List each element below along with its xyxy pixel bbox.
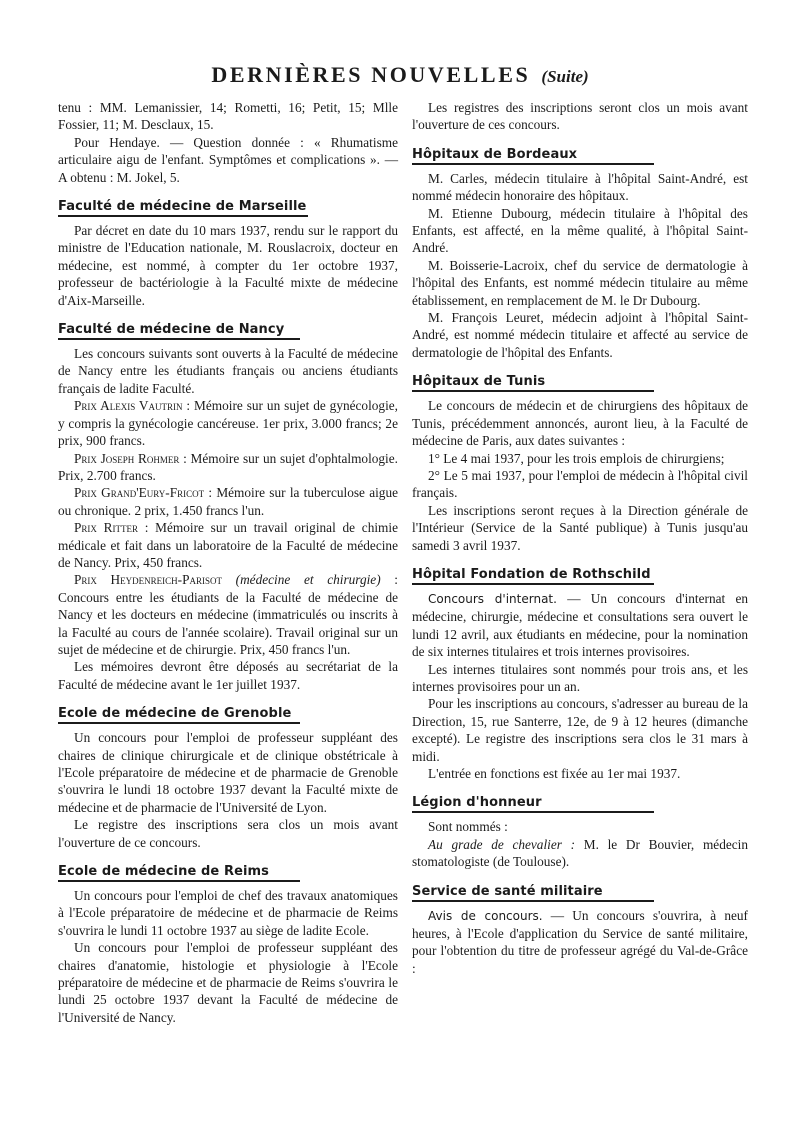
prize-name: Prix Ritter — [74, 520, 138, 536]
article-paragraph — [58, 450, 398, 485]
article-paragraph: M. Carles, médecin titulaire à l'hôpital Saint-André, est nommé médecin honoraire des hôpitaux. — [412, 170, 748, 204]
article-paragraph: 2° Le 5 mai 1937, pour l'emploi de médecin à l'hôpital civil français. — [412, 467, 748, 501]
intro-paragraph: Les registres des inscriptions seront clos un mois avant l'ouverture de ces concours. — [412, 100, 748, 133]
prize-name: Prix Alexis Vautrin — [74, 398, 183, 414]
article-paragraph — [412, 590, 748, 661]
article-paragraph — [58, 397, 398, 449]
article-paragraph — [412, 907, 748, 978]
section-heading-tunis: Hôpitaux de Tunis — [412, 374, 654, 392]
article-paragraph: Par décret en date du 10 mars 1937, rendu sur le rapport du ministre de l'Education nationale, M. Rouslacroix, docteur en médecine, est nommé, à compter du 1er octobre 1937, professeur de bactériologie à la Faculté mixte de médecine d'Aix-Marseille. — [58, 223, 398, 308]
article-paragraph: Le registre des inscriptions sera clos un mois avant l'ouverture de ce concours. — [58, 817, 398, 850]
article-paragraph: Les internes titulaires sont nommés pour trois ans, et les internes provisoires pour un an. — [412, 661, 748, 694]
article-paragraph: M. François Leuret, médecin adjoint à l'hôpital Saint-André, est nommé médecin titulaire et affecté au service de dermatologie de l'hôpital des Enfants. — [412, 310, 748, 360]
article-paragraph — [58, 484, 398, 519]
page-title-suite: (Suite) — [541, 67, 589, 86]
article-paragraph — [412, 836, 748, 871]
section-heading-marseille: Faculté de médecine de Marseille — [58, 199, 308, 217]
prize-text: : Mémoire sur un sujet d'ophtalmologie. Prix, 2.700 francs. — [58, 450, 398, 483]
section-heading-reims: Ecole de médecine de Reims — [58, 864, 300, 882]
article-paragraph: M. Boisserie-Lacroix, chef du service de dermatologie à l'hôpital des Enfants, est nommé médecin titulaire au même établissement, en remplacement de M. le Dr Dubourg. — [412, 257, 748, 308]
paragraph-text: — Un concours d'internat en médecine, chirurgie, médecine et consultations sera ouvert le lundi 12 avril, aux étudiants en médecine, pour la nomination de six internes titulaires et trois internes provisoires. — [412, 590, 749, 660]
right-column — [412, 99, 748, 977]
section-heading-legion: Légion d'honneur — [412, 795, 654, 813]
prize-text: : Concours entre les étudiants de la Faculté de médecine de Nancy et les docteurs en médecine (immatriculés ou inscrits à la Faculté au cours de l'année scolaire). Travail original sur un sujet de médecine et de chirurgie. Prix, 450 francs l'un. — [58, 572, 398, 657]
article-paragraph: Un concours pour l'emploi de professeur suppléant des chaires de clinique chirurgicale et de clinique obstétricale à l'Ecole préparatoire de médecine et de pharmacie de Grenoble s'ouvrira le lundi 18 octobre 1937 devant la Faculté mixte de médecine et de pharmacie de l'Université de Lyon. — [58, 730, 398, 815]
article-paragraph: Les inscriptions seront reçues à la Direction générale de l'Intérieur (Service de la Santé publique) à Tunis jusqu'au samedi 3 avril 1937. — [412, 502, 748, 553]
section-heading-grenoble: Ecole de médecine de Grenoble — [58, 706, 300, 724]
article-paragraph — [58, 519, 398, 571]
intro-paragraph: tenu : MM. Lemanissier, 14; Rometti, 16; Petit, 15; Mlle Fossier, 11; M. Desclaux, 15. — [58, 100, 398, 133]
intro-paragraph: Pour Hendaye. — Question donnée : « Rhumatisme articulaire aigu de l'enfant. Symptômes et complications ». — A obtenu : M. Jokel, 5. — [58, 134, 398, 185]
article-paragraph: Les mémoires devront être déposés au secrétariat de la Faculté de médecine avant le 1er juillet 1937. — [58, 659, 398, 692]
section-heading-rothschild: Hôpital Fondation de Rothschild — [412, 567, 654, 585]
article-paragraph: Le concours de médecin et de chirurgiens des hôpitaux de Tunis, précédemment annoncés, auront lieu, à la Faculté de médecine de Paris, aux dates suivantes : — [412, 398, 748, 449]
prize-subject: (médecine et chirurgie) — [221, 572, 381, 588]
left-column — [58, 99, 398, 1026]
prize-name: Prix Grand'Eury-Fricot — [74, 485, 205, 501]
paragraph-lead: Avis de concours. — [428, 908, 543, 923]
prize-text: : Mémoire sur un sujet de gynécologie, y compris la gynécologie cancéreuse. 1er prix, 3.000 francs; 2e prix, 900 francs. — [58, 398, 398, 449]
article-paragraph: Sont nommés : — [428, 819, 508, 835]
prize-name: Prix Joseph Rohmer — [74, 450, 180, 466]
article-paragraph: 1° Le 4 mai 1937, pour les trois emplois de chirurgiens; — [428, 450, 725, 466]
article-paragraph: M. Etienne Dubourg, médecin titulaire à l'hôpital des Enfants, est affecté, en la même qualité, à l'hôpital Saint-André. — [412, 205, 748, 256]
prize-text: : Mémoire sur la tuberculose aigue ou chronique. 2 prix, 1.450 francs l'un. — [58, 485, 399, 518]
article-paragraph — [58, 571, 398, 658]
grade-label: Au grade de chevalier : — [428, 836, 576, 852]
article-paragraph: Pour les inscriptions au concours, s'adresser au bureau de la Direction, 15, rue Santerre, 12e, de 9 à 12 heures (dimanche excepté). Le registre des inscriptions sera clos le 31 mars à midi. — [412, 696, 748, 764]
paragraph-text: M. le Dr Bouvier, médecin stomatologiste (de Toulouse). — [412, 836, 748, 870]
article-paragraph: L'entrée en fonctions est fixée au 1er mai 1937. — [428, 766, 681, 781]
prize-name: Prix Heydenreich-Parisot — [74, 572, 222, 588]
article-paragraph: Les concours suivants sont ouverts à la Faculté de médecine de Nancy entre les étudiants français ou anciens étudiants français de ladite Faculté. — [58, 346, 398, 396]
page-header — [0, 62, 800, 88]
paragraph-lead: Concours d'internat. — [428, 591, 557, 606]
page-title: DERNIÈRES NOUVELLES — [211, 62, 531, 87]
paragraph-text: — Un concours s'ouvrira, à neuf heures, à l'Ecole d'application du Service de santé militaire, pour l'obtention du titre de professeur agrégé du Val-de-Grâce : — [412, 907, 748, 976]
prize-text: : Mémoire sur un travail original de chimie médicale et fait dans un laboratoire de la Faculté de médecine de Nancy. Prix, 450 francs. — [58, 520, 398, 570]
article-paragraph: Un concours pour l'emploi de professeur suppléant des chaires d'anatomie, histologie et physiologie à l'Ecole préparatoire de médecine et de pharmacie de Reims s'ouvrira le lundi 25 octobre 1937 devant la Faculté de médecine de l'Université de Nancy. — [58, 940, 398, 1025]
article-paragraph: Un concours pour l'emploi de chef des travaux anatomiques à l'Ecole préparatoire de médecine et de pharmacie de Reims s'ouvrira le lundi 11 octobre 1937 au siège de ladite Ecole. — [58, 888, 398, 938]
section-heading-nancy: Faculté de médecine de Nancy — [58, 322, 300, 340]
section-heading-militaire: Service de santé militaire — [412, 884, 654, 902]
section-heading-bordeaux: Hôpitaux de Bordeaux — [412, 147, 654, 165]
